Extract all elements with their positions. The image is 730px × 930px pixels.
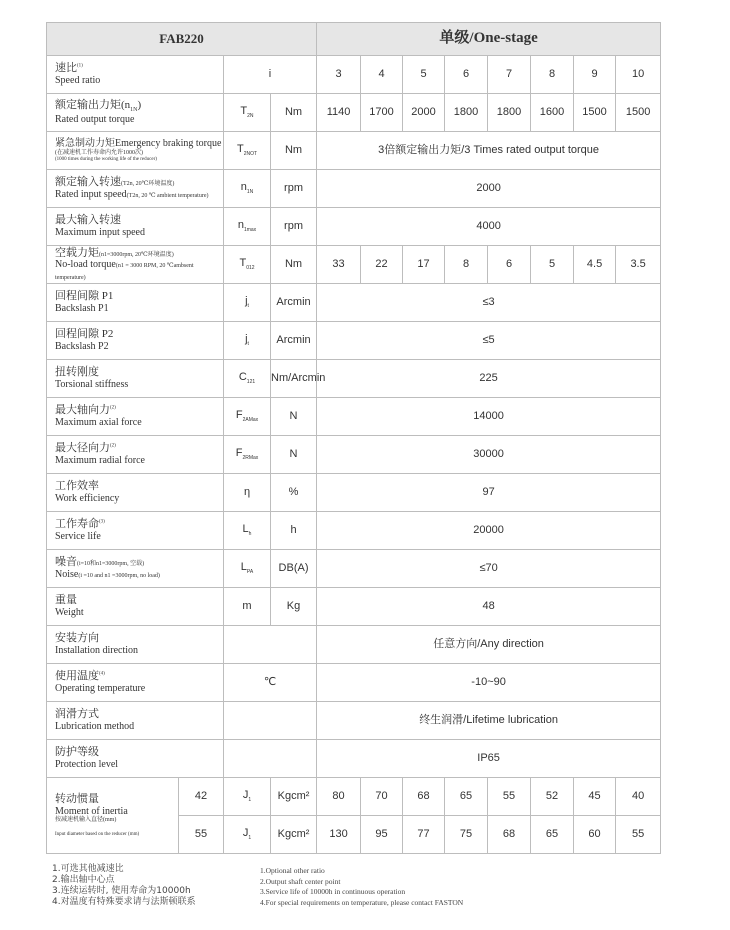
torque-value: 1600 — [531, 94, 574, 132]
inertia-value: 75 — [445, 816, 488, 854]
max-radial-force-unit: N — [271, 436, 317, 474]
torque-value: 2000 — [403, 94, 445, 132]
inertia-row-42 — [47, 778, 661, 816]
noise-label: 噪音(i=10和n1=3000rpm, 空载) Noise(i =10 and n1 =3000rpm, no load) — [47, 550, 224, 588]
ratio-value: 4 — [361, 56, 403, 94]
max-axial-force-row — [47, 398, 661, 436]
noload-value: 22 — [361, 246, 403, 284]
service-life-unit: h — [271, 512, 317, 550]
stage-header: 单级/One-stage — [317, 23, 661, 56]
backlash-p2-label: 回程间隙 P2 Backslash P2 — [47, 322, 224, 360]
operating-temperature-label: 使用温度$^{(4)}$ Operating temperature — [47, 664, 224, 702]
noise-symbol: $L_{PA}$ — [224, 550, 271, 588]
installation-direction-blank — [224, 626, 317, 664]
protection-level-value: IP65 — [317, 740, 661, 778]
noise-unit: DB(A) — [271, 550, 317, 588]
weight-value: 48 — [317, 588, 661, 626]
inertia-value: 95 — [361, 816, 403, 854]
protection-level-blank — [224, 740, 317, 778]
rated-torque-unit: Nm — [271, 94, 317, 132]
max-radial-force-label: 最大径向力$^{(2)}$ Maximum radial force — [47, 436, 224, 474]
footnote: 1.可选其他减速比 — [52, 864, 124, 874]
inertia-value: 77 — [403, 816, 445, 854]
backlash-p1-unit: Arcmin — [271, 284, 317, 322]
torsional-stiffness-value: 225 — [317, 360, 661, 398]
footnotes-english — [260, 866, 463, 908]
noload-value: 3.5 — [616, 246, 661, 284]
noload-value: 33 — [317, 246, 361, 284]
work-efficiency-label: 工作效率 Work efficiency — [47, 474, 224, 512]
inertia-value: 55 — [488, 778, 531, 816]
inertia-unit: Kgcm² — [271, 816, 317, 854]
emergency-torque-value: 3倍额定输出力矩/3 Times rated output torque — [317, 132, 661, 170]
inertia-value: 52 — [531, 778, 574, 816]
lubrication-method-blank — [224, 702, 317, 740]
service-life-row — [47, 512, 661, 550]
rated-input-speed-row — [47, 170, 661, 208]
footnote: 2.输出轴中心点 — [52, 875, 115, 885]
torsional-stiffness-symbol: $C_{121}$ — [224, 360, 271, 398]
max-axial-force-value: 14000 — [317, 398, 661, 436]
torque-value: 1140 — [317, 94, 361, 132]
service-life-value: 20000 — [317, 512, 661, 550]
work-efficiency-symbol: η — [224, 474, 271, 512]
work-efficiency-unit: % — [271, 474, 317, 512]
ratio-value: 7 — [488, 56, 531, 94]
backlash-p1-value: ≤3 — [317, 284, 661, 322]
max-axial-force-label: 最大轴向力$^{(2)}$ Maximum axial force — [47, 398, 224, 436]
weight-row — [47, 588, 661, 626]
max-axial-force-symbol: $F_{2AMax}$ — [224, 398, 271, 436]
ratio-value: 6 — [445, 56, 488, 94]
inertia-label: 转动惯量 Moment of inertia 按减速机输入直径(mm) Input diameter based on the reducer (mm) — [47, 778, 179, 854]
noload-torque-row — [47, 246, 661, 284]
noload-value: 6 — [488, 246, 531, 284]
max-input-speed-row — [47, 208, 661, 246]
header-row — [47, 23, 661, 56]
backlash-p1-symbol: $j_t$ — [224, 284, 271, 322]
inertia-value: 60 — [574, 816, 616, 854]
service-life-label: 工作寿命$^{(3)}$ Service life — [47, 512, 224, 550]
backlash-p2-unit: Arcmin — [271, 322, 317, 360]
inertia-value: 65 — [531, 816, 574, 854]
footnote: 2.Output shaft center point — [260, 876, 341, 886]
service-life-symbol: $L_h$ — [224, 512, 271, 550]
inertia-value: 65 — [445, 778, 488, 816]
rated-torque-row — [47, 94, 661, 132]
noload-value: 17 — [403, 246, 445, 284]
torque-value: 1800 — [445, 94, 488, 132]
weight-unit: Kg — [271, 588, 317, 626]
max-input-speed-unit: rpm — [271, 208, 317, 246]
ratio-value: 5 — [403, 56, 445, 94]
operating-temperature-value: -10~90 — [317, 664, 661, 702]
footnote: 1.Optional other ratio — [260, 866, 325, 875]
rated-input-speed-symbol: $n_{1N}$ — [224, 170, 271, 208]
spec-table — [46, 22, 661, 854]
rated-input-speed-value: 2000 — [317, 170, 661, 208]
weight-symbol: m — [224, 588, 271, 626]
ratio-value: 9 — [574, 56, 616, 94]
rated-input-speed-label: 额定输入转速(T2n, 20℃环境温度) Rated input speed(T2n, 20 ℃ ambient temperature) — [47, 170, 224, 208]
footnote: 4.For special requirements on temperature, please contact FASTON — [260, 897, 464, 907]
noise-row — [47, 550, 661, 588]
torque-value: 1500 — [574, 94, 616, 132]
operating-temperature-unit: ℃ — [224, 664, 317, 702]
inertia-value: 70 — [361, 778, 403, 816]
inertia-value: 40 — [616, 778, 661, 816]
inertia-value: 45 — [574, 778, 616, 816]
weight-label: 重量 Weight — [47, 588, 224, 626]
torsional-stiffness-label: 扭转刚度 Torsional stiffness — [47, 360, 224, 398]
ratio-value: 8 — [531, 56, 574, 94]
rated-torque-symbol: $T_{2N}$ — [224, 94, 271, 132]
inertia-value: 68 — [403, 778, 445, 816]
lubrication-method-value: 终生润滑/Lifetime lubrication — [317, 702, 661, 740]
model-header: FAB220 — [47, 23, 317, 56]
backlash-p1-label: 回程间隙 P1 Backslash P1 — [47, 284, 224, 322]
max-radial-force-value: 30000 — [317, 436, 661, 474]
installation-direction-row — [47, 626, 661, 664]
rated-torque-label: 额定输出力矩$(n_{1N})$ Rated output torque — [47, 94, 224, 132]
max-axial-force-unit: N — [271, 398, 317, 436]
max-input-speed-symbol: $n_{1max}$ — [224, 208, 271, 246]
backlash-p2-value: ≤5 — [317, 322, 661, 360]
ratio-value: 3 — [317, 56, 361, 94]
lubrication-method-label: 润滑方式 Lubrication method — [47, 702, 224, 740]
footnote: 4.对温度有特殊要求请与法斯顿联系 — [52, 897, 196, 907]
noload-value: 4.5 — [574, 246, 616, 284]
emergency-torque-symbol: $T_{2NOT}$ — [224, 132, 271, 170]
max-input-speed-value: 4000 — [317, 208, 661, 246]
emergency-torque-row — [47, 132, 661, 170]
speed-ratio-symbol: i — [224, 56, 317, 94]
inertia-diameter: 55 — [179, 816, 224, 854]
torque-value: 1800 — [488, 94, 531, 132]
inertia-diameter: 42 — [179, 778, 224, 816]
inertia-unit: Kgcm² — [271, 778, 317, 816]
noload-value: 8 — [445, 246, 488, 284]
inertia-value: 80 — [317, 778, 361, 816]
noload-torque-unit: Nm — [271, 246, 317, 284]
max-input-speed-label: 最大输入转速 Maximum input speed — [47, 208, 224, 246]
backlash-p2-symbol: $j_t$ — [224, 322, 271, 360]
backlash-p1-row — [47, 284, 661, 322]
work-efficiency-row — [47, 474, 661, 512]
installation-direction-value: 任意方向/Any direction — [317, 626, 661, 664]
lubrication-method-row — [47, 702, 661, 740]
torsional-stiffness-row — [47, 360, 661, 398]
inertia-symbol: $J_1$ — [224, 778, 271, 816]
footnote: 3.Service life of 10000h in continuous operation — [260, 887, 406, 896]
noise-value: ≤70 — [317, 550, 661, 588]
ratio-value: 10 — [616, 56, 661, 94]
noload-value: 5 — [531, 246, 574, 284]
footnote: 3.连续运转时, 使用寿命为10000h — [52, 886, 191, 896]
emergency-torque-unit: Nm — [271, 132, 317, 170]
inertia-value: 55 — [616, 816, 661, 854]
footnotes-chinese — [52, 864, 196, 908]
noload-torque-symbol: $T_{012}$ — [224, 246, 271, 284]
inertia-symbol: $J_1$ — [224, 816, 271, 854]
max-radial-force-row — [47, 436, 661, 474]
backlash-p2-row — [47, 322, 661, 360]
noload-torque-label: 空载力矩(n1=3000rpm, 20℃环境温度) No-load torque(n1 = 3000 RPM, 20 ℃ambsent temperature) — [47, 246, 224, 284]
work-efficiency-value: 97 — [317, 474, 661, 512]
speed-ratio-row — [47, 56, 661, 94]
speed-ratio-label: 速比$^{(1)}$ Speed ratio — [47, 56, 224, 94]
operating-temperature-row — [47, 664, 661, 702]
max-radial-force-symbol: $F_{2RMax}$ — [224, 436, 271, 474]
inertia-value: 68 — [488, 816, 531, 854]
inertia-value: 130 — [317, 816, 361, 854]
emergency-torque-label: 紧急制动力矩Emergency braking torque (在减速机工作寿命内允许1000次) (1000 times during the working life of the reducer) — [47, 132, 224, 170]
protection-level-row — [47, 740, 661, 778]
rated-input-speed-unit: rpm — [271, 170, 317, 208]
protection-level-label: 防护等级 Protection level — [47, 740, 224, 778]
torque-value: 1700 — [361, 94, 403, 132]
torsional-stiffness-unit: Nm/Arcmin — [271, 360, 317, 398]
installation-direction-label: 安装方向 Installation direction — [47, 626, 224, 664]
torque-value: 1500 — [616, 94, 661, 132]
